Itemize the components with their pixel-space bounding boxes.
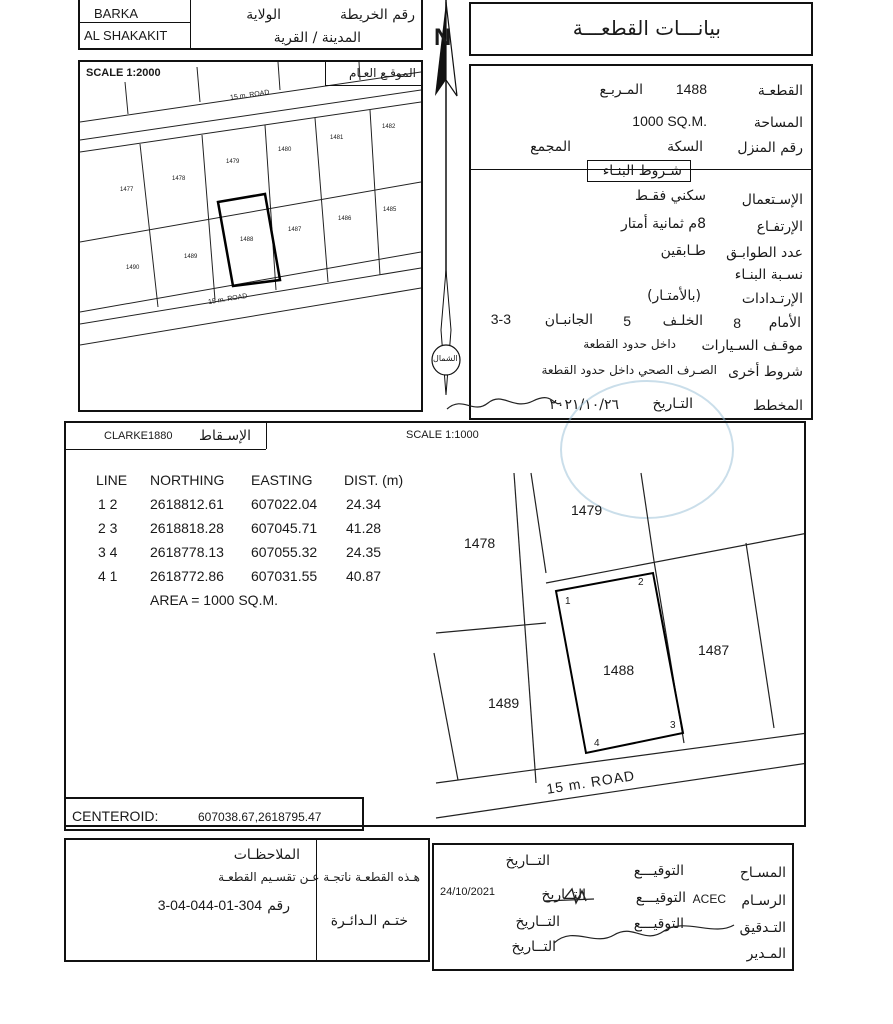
location-scale: SCALE 1:2000 <box>86 67 161 79</box>
map-no-label: رقم الخريطة <box>339 7 415 23</box>
drafter-label: الرسـام <box>741 893 786 909</box>
loc-plot-1477: 1477 <box>120 187 134 193</box>
auditor-label: التـدقيق <box>739 920 786 936</box>
notes-title: الملاحظـات <box>233 847 300 863</box>
setbacks-unit: (بالأمتـار) <box>647 288 701 304</box>
sides-label: الجانبـان <box>544 312 593 328</box>
location-road-bottom: 15 m. ROAD <box>207 292 248 307</box>
vertex-4: 4 <box>594 738 600 749</box>
detail-plot-1479: 1479 <box>571 502 603 518</box>
centeroid-label: CENTEROID: <box>72 808 159 824</box>
notes-number-label: رقم <box>267 898 290 914</box>
surveyor-label: المسـاح <box>739 865 786 881</box>
square-label: المـربـع <box>599 82 643 98</box>
row-line: 3 4 <box>98 544 118 560</box>
north-letter: N <box>434 24 452 51</box>
other-value: الصـرف الصحي داخل حدود القطعة <box>541 363 717 377</box>
col-dist: DIST. (m) <box>344 472 404 488</box>
area-total: AREA = 1000 SQ.M. <box>150 592 279 608</box>
detail-plot-1489: 1489 <box>488 695 520 711</box>
front-label: الأمام <box>768 315 801 331</box>
col-easting: EASTING <box>251 472 313 488</box>
signatures-box <box>432 843 794 971</box>
col-line: LINE <box>96 472 128 488</box>
row-line: 2 3 <box>98 520 118 536</box>
centeroid-value: 607038.67,2618795.47 <box>198 810 322 824</box>
plot-details-box <box>469 64 813 420</box>
loc-plot-1487: 1487 <box>288 227 302 233</box>
parking-value: داخل حدود القطعة <box>583 337 676 351</box>
row-northing: 2618778.13 <box>150 544 224 560</box>
date-label: التـاريخ <box>652 396 693 412</box>
row-easting: 607022.04 <box>251 496 318 512</box>
conditions-title: شـروط البنـاء <box>602 163 682 179</box>
height-value: 8م ثمانية أمتار <box>620 216 706 232</box>
director-label: المـدير <box>746 946 786 962</box>
surveyor-sign-label: التوقيـــع <box>633 863 684 879</box>
loc-plot-1485: 1485 <box>383 207 397 213</box>
ratio-label: نسـبة البنـاء <box>734 267 803 283</box>
row-easting: 607055.32 <box>251 544 318 560</box>
sides-value: 3-3 <box>490 311 511 327</box>
plot-info-title: بيانـــات القطعـــة <box>572 16 721 40</box>
surveyor-date-label: التــاريخ <box>505 853 550 869</box>
planner-label: المخطط <box>752 398 803 414</box>
projection-value: CLARKE1880 <box>104 430 173 442</box>
drafter-date-label: التــاريخ <box>541 887 586 903</box>
auditor-date-label: التــاريخ <box>515 914 560 930</box>
location-title-box <box>325 60 423 86</box>
area-label: المساحة <box>753 115 803 131</box>
row-northing: 2618812.61 <box>150 496 224 512</box>
plot-label: القطعـة <box>757 83 803 99</box>
vertex-3: 3 <box>670 720 676 731</box>
detail-plot-svg <box>66 423 806 827</box>
loc-plot-1489: 1489 <box>184 254 198 260</box>
parking-label: موقـف السـيارات <box>701 338 803 354</box>
row-dist: 24.34 <box>346 496 382 512</box>
row-line: 1 2 <box>98 496 118 512</box>
front-value: 8 <box>733 315 741 331</box>
drafter-date-value: 24/10/2021 <box>440 886 496 898</box>
projection-label: الإسـقاط <box>199 428 252 444</box>
map-info-box <box>78 0 423 50</box>
other-label: شروط أخرى <box>728 364 803 380</box>
city-village-label: المدينة / القرية <box>273 30 361 46</box>
row-line: 4 1 <box>98 568 118 584</box>
seal-label: ختـم الـدائـرة <box>330 913 408 929</box>
detail-plot-1478: 1478 <box>464 535 496 551</box>
back-value: 5 <box>623 313 631 329</box>
handwritten-signature-icon <box>494 885 744 955</box>
detail-plot-1487: 1487 <box>698 642 730 658</box>
drafter-value: ACEC <box>692 892 726 906</box>
row-dist: 24.35 <box>346 544 382 560</box>
location-road-top: 15 m. ROAD <box>229 89 270 102</box>
area-value: 1000 SQ.M. <box>632 113 707 129</box>
height-label: الإرتفـاع <box>756 219 803 235</box>
setbacks-label: الإرتـدادات <box>741 291 803 307</box>
loc-plot-1481: 1481 <box>330 135 344 141</box>
floors-value: طـابقين <box>660 243 706 259</box>
loc-plot-1480: 1480 <box>278 147 292 153</box>
wilaya-en: BARKA <box>94 6 139 21</box>
notes-line1: هـذه القطعـة ناتجـة عـن تقسـيم القطعـة <box>218 870 420 884</box>
row-easting: 607045.71 <box>251 520 318 536</box>
detail-road: 15 m. ROAD <box>545 767 637 797</box>
village-en: AL SHAKAKIT <box>84 28 168 43</box>
notes-number-value: 3-04-044-01-304 <box>157 897 262 913</box>
north-arrow <box>425 0 467 420</box>
location-title: الموقـع العـام <box>349 66 416 80</box>
planner-signature-icon <box>443 393 563 417</box>
auditor-sign-label: التوقيـــع <box>633 916 684 932</box>
vertex-1: 1 <box>565 596 571 607</box>
conditions-title-box <box>587 160 691 182</box>
north-label: الشمال <box>433 354 458 363</box>
location-map-svg <box>80 62 421 410</box>
drafter-sign-label: التوقيـــع <box>635 890 686 906</box>
floors-label: عدد الطوابـق <box>726 245 803 261</box>
use-label: الإسـتعمال <box>741 192 803 208</box>
date-value: ٢٠٢١/١٠/٢٦ <box>549 397 619 413</box>
complex-label: المجمع <box>530 139 571 155</box>
loc-plot-1478: 1478 <box>172 176 186 182</box>
back-label: الخلـف <box>662 313 703 329</box>
row-easting: 607031.55 <box>251 568 318 584</box>
row-northing: 2618818.28 <box>150 520 224 536</box>
plot-info-title-box <box>469 2 813 56</box>
loc-plot-1486: 1486 <box>338 216 352 222</box>
col-northing: NORTHING <box>150 472 225 488</box>
row-northing: 2618772.86 <box>150 568 224 584</box>
location-map-box <box>78 60 423 412</box>
centeroid-box <box>64 797 364 831</box>
row-dist: 41.28 <box>346 520 382 536</box>
notes-box <box>64 838 430 962</box>
street-label: السكة <box>667 139 703 155</box>
use-value: سكني فقـط <box>635 188 706 204</box>
detail-plot-1488: 1488 <box>603 662 635 678</box>
loc-plot-1490: 1490 <box>126 265 140 271</box>
loc-plot-1488: 1488 <box>240 237 254 243</box>
loc-plot-1482: 1482 <box>382 124 396 130</box>
vertex-2: 2 <box>638 577 644 588</box>
wilaya-label: الولاية <box>246 7 281 23</box>
director-date-label: التــاريخ <box>511 939 556 955</box>
house-no-label: رقم المنزل <box>737 140 803 156</box>
detail-map-box <box>64 421 806 827</box>
plot-no: 1488 <box>675 81 707 97</box>
row-dist: 40.87 <box>346 568 382 584</box>
loc-plot-1479: 1479 <box>226 159 240 165</box>
projection-scale: SCALE 1:1000 <box>406 429 479 441</box>
